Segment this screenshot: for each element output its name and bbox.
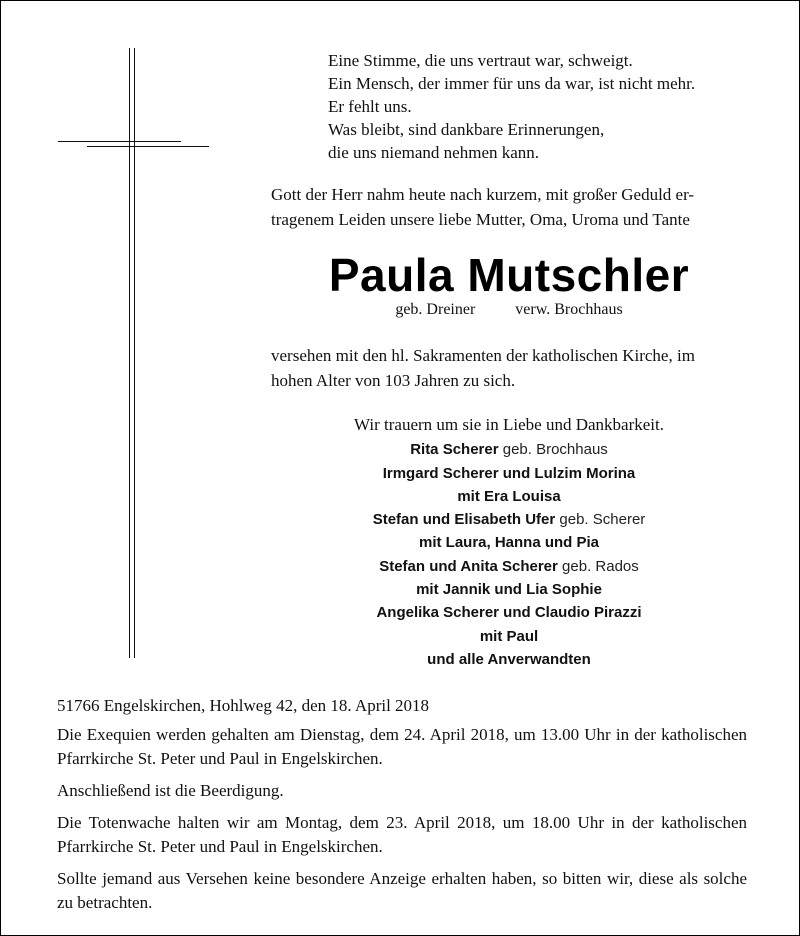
poem-line: Ein Mensch, der immer für uns da war, ist nicht mehr. xyxy=(328,74,696,93)
exequien-text: Die Exequien werden gehalten am Dienstag, dem 24. April 2018, um 13.00 Uhr in der katholischen Pfarrkirche St. Peter und Paul in Engelskirchen. xyxy=(57,725,747,768)
mourning-lead: Wir trauern um sie in Liebe und Dankbarkeit. xyxy=(354,415,664,434)
mourner-names: Stefan und Anita Scherer xyxy=(379,557,558,575)
intro-line: Gott der Herr nahm heute nach kurzem, mit großer Geduld er- xyxy=(271,185,695,204)
deceased-name: Paula Mutschler xyxy=(328,249,690,301)
mourner-names: Angelika Scherer und Claudio Pirazzi xyxy=(376,604,642,622)
poem xyxy=(328,49,695,164)
mourner-line xyxy=(271,601,747,624)
mourner-line xyxy=(271,625,747,648)
poem-line: die uns niemand nehmen kann. xyxy=(328,143,540,162)
mourner-line xyxy=(271,531,747,554)
deceased-block xyxy=(271,246,747,320)
mourner-names: Irmgard Scherer und Lulzim Morina xyxy=(382,464,636,482)
intro-line: tragenem Leiden unsere liebe Mutter, Oma, Uroma und Tante xyxy=(271,210,690,229)
mourner-line xyxy=(271,438,747,461)
notice-text: Sollte jemand aus Versehen keine besondere Anzeige erhalten haben, so bitten wir, diese als solche zu betrachten. xyxy=(57,869,747,912)
place-date: 51766 Engelskirchen, Hohlweg 42, den 18. April 2018 xyxy=(57,696,430,715)
mourner-line xyxy=(271,462,747,485)
mourner-note: geb. Rados xyxy=(557,557,639,575)
poem-line: Eine Stimme, die uns vertraut war, schweigt. xyxy=(328,51,633,70)
mourner-line xyxy=(271,555,747,578)
mourner-line xyxy=(271,508,747,531)
born-name: geb. Dreiner xyxy=(395,301,476,318)
sacraments-line: versehen mit den hl. Sakramenten der katholischen Kirche, im xyxy=(271,346,695,365)
mourner-names: mit Paul xyxy=(479,627,539,645)
mourner-names: und alle Anverwandten xyxy=(427,650,591,668)
widowed-name: verw. Brochhaus xyxy=(515,301,623,318)
mourner-names: Rita Scherer xyxy=(410,441,499,459)
mourner-line xyxy=(271,648,747,671)
sacraments-text xyxy=(271,343,747,393)
mourners-list xyxy=(271,414,747,671)
mourner-names: mit Era Louisa xyxy=(457,487,561,505)
mourner-line xyxy=(271,485,747,508)
sacraments-line: hohen Alter von 103 Jahren zu sich. xyxy=(271,371,516,390)
poem-line: Was bleibt, sind dankbare Erinnerungen, xyxy=(328,120,605,139)
mourner-names: mit Laura, Hanna und Pia xyxy=(418,534,600,552)
poem-line: Er fehlt uns. xyxy=(328,97,412,116)
cross-icon xyxy=(1,1,231,671)
wake-text: Die Totenwache halten wir am Montag, dem 23. April 2018, um 18.00 Uhr in der katholischen Pfarrkirche St. Peter und Paul in Engelskirchen. xyxy=(57,813,747,856)
burial-text: Anschließend ist die Beerdigung. xyxy=(57,781,284,800)
mourner-names: mit Jannik und Lia Sophie xyxy=(416,581,602,599)
mourner-note: geb. Brochhaus xyxy=(498,441,608,459)
mourner-note: geb. Scherer xyxy=(555,511,646,529)
service-details xyxy=(57,694,747,923)
mourner-names: Stefan und Elisabeth Ufer xyxy=(372,511,556,529)
intro-text xyxy=(271,182,747,232)
mourner-line xyxy=(271,578,747,601)
